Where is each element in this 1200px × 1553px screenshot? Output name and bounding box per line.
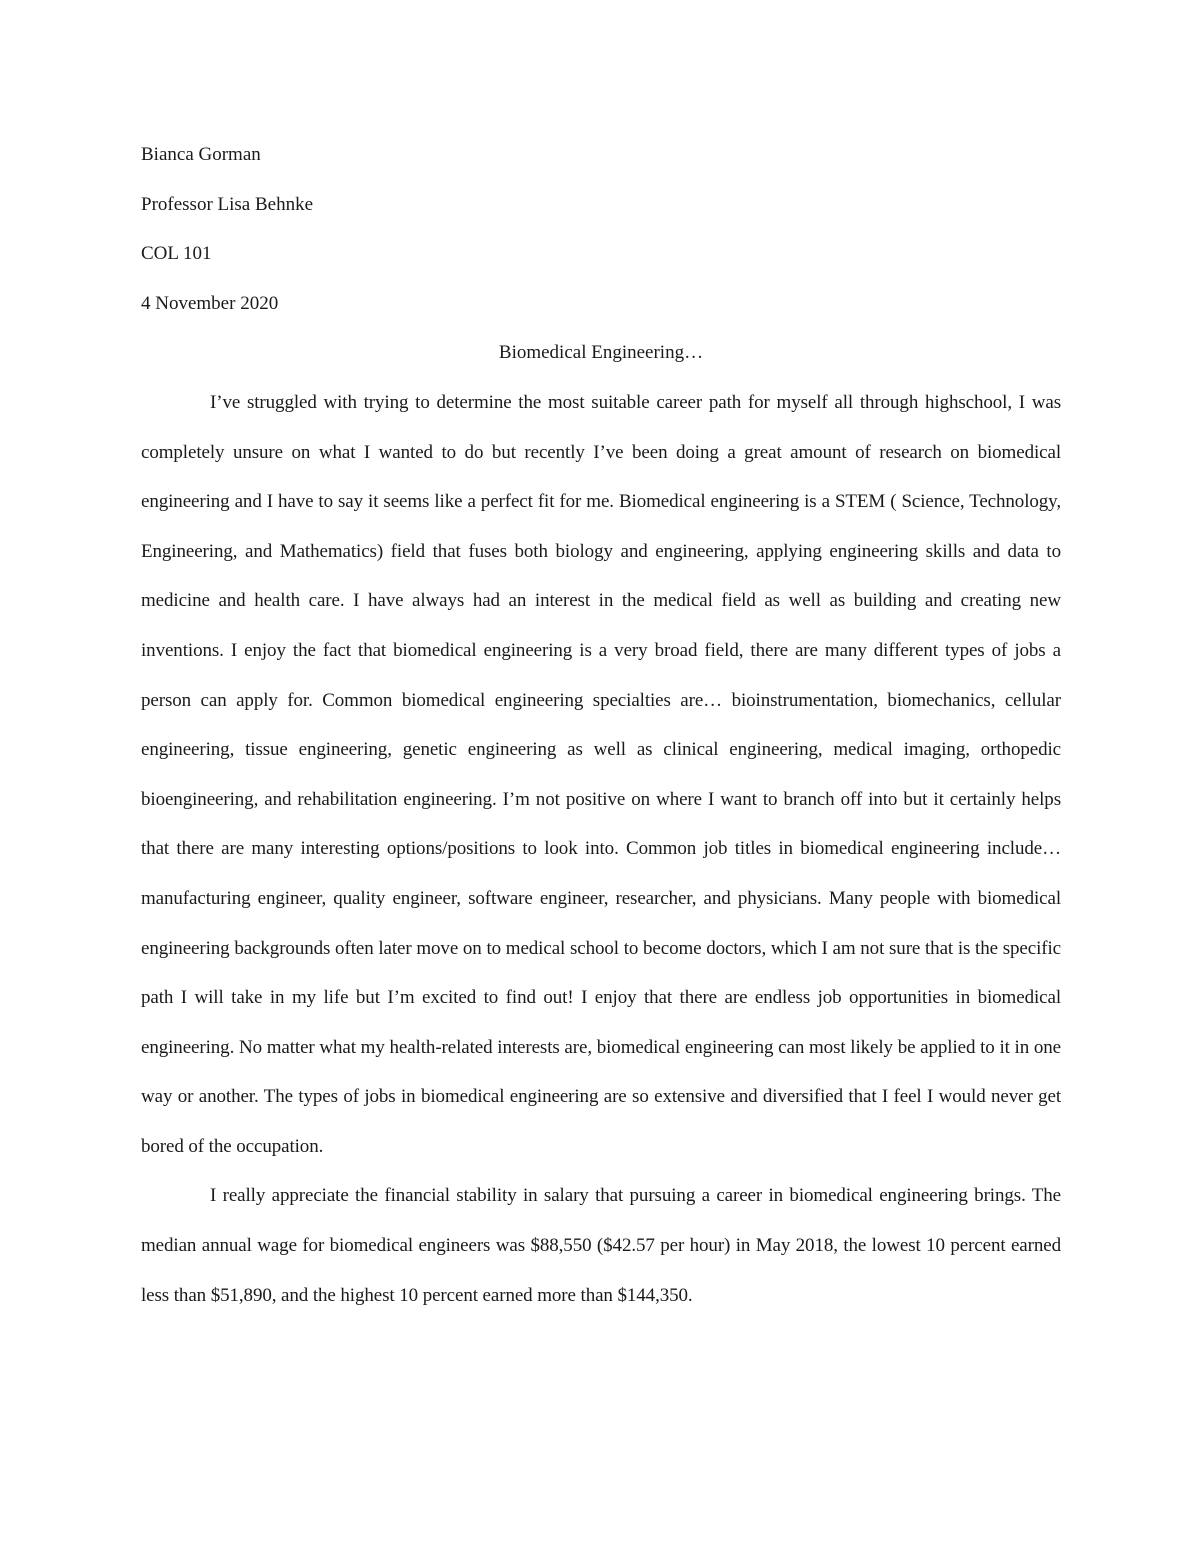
body-paragraph-1: I’ve struggled with trying to determine the most suitable career path for myself all through highschool, I was completely unsure on what I wanted to do but recently I’ve been doing a great amount of research on biomedical engineering and I have to say it seems like a perfect fit for me. Biomedical engineering is a STEM ( Science, Technology, Engineering, and Mathematics) field that fuses both biology and engineering, applying engineering skills and data to medicine and health care. I have always had an interest in the medical field as well as building and creating new inventions. I enjoy the fact that biomedical engineering is a very broad field, there are many different types of jobs a person can apply for. Common biomedical engineering specialties are… bioinstrumentation, biomechanics, cellular engineering, tissue engineering, genetic engineering as well as clinical engineering, medical imaging, orthopedic bioengineering, and rehabilitation engineering. I’m not positive on where I want to branch off into but it certainly helps that there are many interesting options/positions to look into. Common job titles in biomedical engineering include… manufacturing engineer, quality engineer, software engineer, researcher, and physicians. Many people with biomedical engineering backgrounds often later move on to medical school to become doctors, which I am not sure that is the specific path I will take in my life but I’m excited to find out! I enjoy that there are endless job opportunities in biomedical engineering. No matter what my health-related interests are, biomedical engineering can most likely be applied to it in one way or another. The types of jobs in biomedical engineering are so extensive and diversified that I feel I would never get bored of the occupation. [141, 391, 1061, 1157]
professor-name: Professor Lisa Behnke [141, 193, 314, 215]
essay-date: 4 November 2020 [141, 292, 279, 314]
course-name: COL 101 [141, 243, 212, 265]
student-name: Bianca Gorman [141, 144, 261, 165]
essay-title: Biomedical Engineering… [498, 342, 704, 364]
body-paragraph-2: I really appreciate the financial stability in salary that pursuing a career in biomedical engineering brings. The median annual wage for biomedical engineers was $88,550 ($42.57 per hour) in May 2018, the lowest 10 percent earned less than $51,890, and the highest 10 percent earned more than $144,350. [141, 1185, 1061, 1306]
document-body [141, 130, 1061, 1320]
